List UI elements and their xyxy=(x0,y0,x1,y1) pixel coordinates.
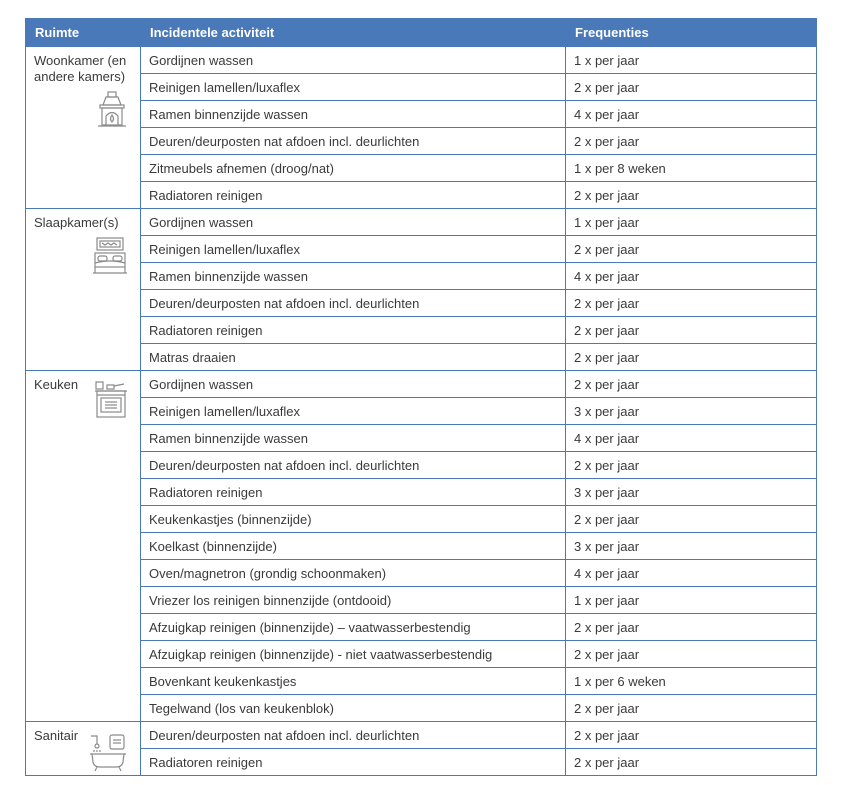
activity-cell: Ramen binnenzijde wassen xyxy=(141,263,566,290)
table-row xyxy=(26,182,817,209)
frequency-cell: 3 x per jaar xyxy=(566,479,817,506)
frequency-cell: 2 x per jaar xyxy=(566,749,817,776)
stove-icon xyxy=(94,381,128,419)
frequency-cell: 3 x per jaar xyxy=(566,533,817,560)
activity-cell: Keukenkastjes (binnenzijde) xyxy=(141,506,566,533)
frequency-cell: 1 x per 6 weken xyxy=(566,668,817,695)
bathtub-icon xyxy=(88,732,128,772)
table-row xyxy=(26,425,817,452)
activity-cell: Radiatoren reinigen xyxy=(141,749,566,776)
table-row xyxy=(26,452,817,479)
activity-cell: Gordijnen wassen xyxy=(141,371,566,398)
table-row xyxy=(26,749,817,776)
frequency-cell: 4 x per jaar xyxy=(566,101,817,128)
room-cell xyxy=(26,209,141,371)
header-activity: Incidentele activiteit xyxy=(141,19,566,47)
table-row xyxy=(26,722,817,749)
frequency-cell: 2 x per jaar xyxy=(566,614,817,641)
room-name: Sanitair xyxy=(34,728,79,743)
activity-cell: Reinigen lamellen/luxaflex xyxy=(141,398,566,425)
bed-icon xyxy=(92,237,128,275)
activity-cell: Bovenkant keukenkastjes xyxy=(141,668,566,695)
activity-cell: Afzuigkap reinigen (binnenzijde) – vaatwasserbestendig xyxy=(141,614,566,641)
activity-cell: Radiatoren reinigen xyxy=(141,182,566,209)
activity-cell: Deuren/deurposten nat afdoen incl. deurlichten xyxy=(141,452,566,479)
header-frequency: Frequenties xyxy=(566,19,817,47)
table-header xyxy=(26,19,817,47)
frequency-cell: 2 x per jaar xyxy=(566,290,817,317)
activity-cell: Reinigen lamellen/luxaflex xyxy=(141,74,566,101)
table-row xyxy=(26,155,817,182)
table-row xyxy=(26,263,817,290)
frequency-cell: 1 x per 8 weken xyxy=(566,155,817,182)
table-body xyxy=(26,47,817,776)
frequency-cell: 2 x per jaar xyxy=(566,695,817,722)
activity-cell: Zitmeubels afnemen (droog/nat) xyxy=(141,155,566,182)
frequency-cell: 4 x per jaar xyxy=(566,560,817,587)
frequency-cell: 1 x per jaar xyxy=(566,209,817,236)
frequency-cell: 4 x per jaar xyxy=(566,263,817,290)
table-row xyxy=(26,317,817,344)
table-row xyxy=(26,560,817,587)
activity-cell: Matras draaien xyxy=(141,344,566,371)
table-row xyxy=(26,398,817,425)
frequency-cell: 2 x per jaar xyxy=(566,182,817,209)
activity-cell: Afzuigkap reinigen (binnenzijde) - niet vaatwasserbestendig xyxy=(141,641,566,668)
frequency-cell: 2 x per jaar xyxy=(566,317,817,344)
table-row xyxy=(26,290,817,317)
room-cell xyxy=(26,722,141,776)
activity-cell: Gordijnen wassen xyxy=(141,209,566,236)
room-name: Keuken xyxy=(34,377,79,392)
table-row xyxy=(26,344,817,371)
room-name: Slaapkamer(s) xyxy=(34,215,119,230)
table-row xyxy=(26,209,817,236)
activity-cell: Koelkast (binnenzijde) xyxy=(141,533,566,560)
activity-cell: Ramen binnenzijde wassen xyxy=(141,425,566,452)
table-row xyxy=(26,47,817,74)
table-row xyxy=(26,101,817,128)
activity-cell: Radiatoren reinigen xyxy=(141,317,566,344)
table-row xyxy=(26,236,817,263)
activity-cell: Reinigen lamellen/luxaflex xyxy=(141,236,566,263)
table-row xyxy=(26,479,817,506)
table-row xyxy=(26,371,817,398)
frequency-cell: 2 x per jaar xyxy=(566,74,817,101)
frequency-cell: 2 x per jaar xyxy=(566,128,817,155)
frequency-cell: 2 x per jaar xyxy=(566,236,817,263)
activity-cell: Deuren/deurposten nat afdoen incl. deurlichten xyxy=(141,722,566,749)
frequency-cell: 1 x per jaar xyxy=(566,587,817,614)
table-row xyxy=(26,533,817,560)
activity-cell: Ramen binnenzijde wassen xyxy=(141,101,566,128)
table-row xyxy=(26,74,817,101)
table-row xyxy=(26,614,817,641)
activity-cell: Oven/magnetron (grondig schoonmaken) xyxy=(141,560,566,587)
activity-cell: Deuren/deurposten nat afdoen incl. deurlichten xyxy=(141,290,566,317)
activity-cell: Gordijnen wassen xyxy=(141,47,566,74)
table-row xyxy=(26,506,817,533)
frequency-cell: 2 x per jaar xyxy=(566,722,817,749)
activity-cell: Vriezer los reinigen binnenzijde (ontdooid) xyxy=(141,587,566,614)
table-row xyxy=(26,668,817,695)
activity-cell: Tegelwand (los van keukenblok) xyxy=(141,695,566,722)
activity-cell: Radiatoren reinigen xyxy=(141,479,566,506)
fireplace-icon xyxy=(96,91,128,127)
frequency-cell: 2 x per jaar xyxy=(566,452,817,479)
frequency-cell: 4 x per jaar xyxy=(566,425,817,452)
frequency-cell: 2 x per jaar xyxy=(566,344,817,371)
table-row xyxy=(26,641,817,668)
activities-table xyxy=(25,18,817,776)
table-row xyxy=(26,128,817,155)
table-row xyxy=(26,587,817,614)
frequency-cell: 2 x per jaar xyxy=(566,506,817,533)
frequency-cell: 3 x per jaar xyxy=(566,398,817,425)
frequency-cell: 2 x per jaar xyxy=(566,641,817,668)
room-name: Woonkamer (en andere kamers) xyxy=(34,53,127,84)
room-cell xyxy=(26,371,141,722)
activity-cell: Deuren/deurposten nat afdoen incl. deurlichten xyxy=(141,128,566,155)
frequency-cell: 1 x per jaar xyxy=(566,47,817,74)
frequency-cell: 2 x per jaar xyxy=(566,371,817,398)
header-room: Ruimte xyxy=(26,19,141,47)
table-row xyxy=(26,695,817,722)
header-row xyxy=(26,19,817,47)
room-cell xyxy=(26,47,141,209)
